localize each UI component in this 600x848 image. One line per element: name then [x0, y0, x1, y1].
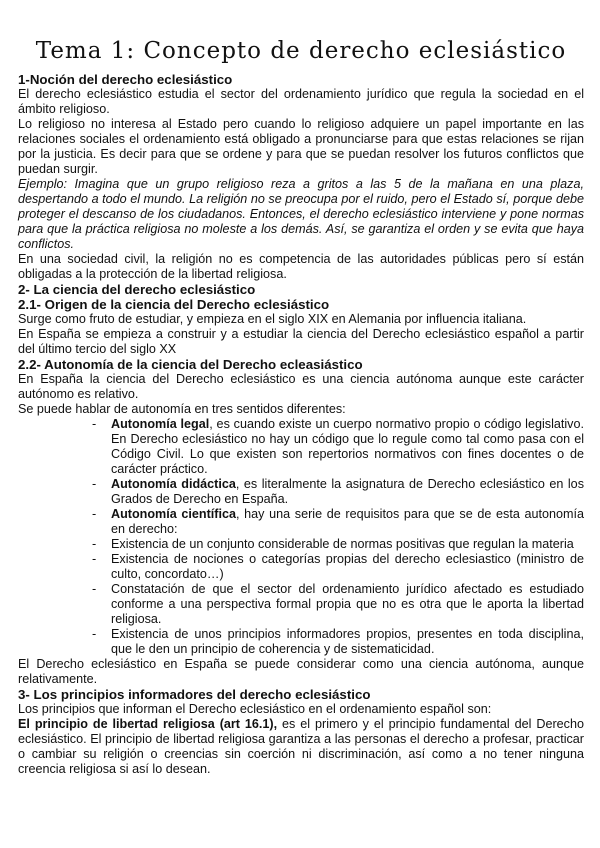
page-title: Tema 1: Concepto de derecho eclesiástico: [35, 38, 567, 64]
section-1-paragraph-2: Lo religioso no interesa al Estado pero cuando lo religioso adquiere un papel importante en las relaciones sociales el ordenamiento está obligado a pronunciarse para que estas relaciones se rijan por la justicia. Es decir para que se ordene y para que se puedan resolver los futuros conflictos que puedan surgir.: [18, 117, 584, 176]
list-item-text: , es cuando existe un cuerpo normativo propio o código legislativo. En Derecho eclesiástico no hay un código que lo regule como tal como pasa con el Código Civil. Lo que existen son repertorios normativos con fines docentes o de carácter práctico.: [111, 417, 584, 476]
principle-term: El principio de libertad religiosa (art 16.1),: [18, 717, 278, 731]
list-item: [111, 582, 584, 627]
section-2-2-heading: 2.2- Autonomía de la ciencia del Derecho ecleasiástico: [18, 357, 363, 372]
section-2-2-paragraph-2: Se puede hablar de autonomía en tres sentidos diferentes:: [18, 402, 346, 416]
list-item-term: Autonomía legal: [111, 417, 210, 431]
section-2-2-paragraph-1: En España la ciencia del Derecho eclesiástico es una ciencia autónoma aunque este carácter autónomo es relativo.: [18, 372, 584, 401]
list-item: [111, 552, 584, 582]
list-item: [111, 417, 584, 477]
section-3-paragraph-1: Los principios que informan el Derecho eclesiástico en el ordenamiento español son:: [18, 702, 492, 716]
list-item-term: Autonomía científica: [111, 507, 237, 521]
section-2-1-heading: 2.1- Origen de la ciencia del Derecho eclesiástico: [18, 297, 330, 312]
section-2-2-paragraph-3: El Derecho eclesiástico en España se puede considerar como una ciencia autónoma, aunque relativamente.: [18, 657, 584, 686]
list-item: [111, 477, 584, 507]
section-2-1-paragraph-1: Surge como fruto de estudiar, y empieza en el siglo XIX en Alemania por influencia italiana.: [18, 312, 527, 326]
principle-text: es el primero y el principio fundamental del Derecho eclesiástico. El principio de libertad religiosa garantiza a las personas el derecho a profesar, practicar o cambiar su religión o creencias sin coerción ni discriminación, así como a no tener ninguna creencia religiosa si así lo desean.: [18, 717, 584, 776]
section-1-heading: 1-Noción del derecho eclesiástico: [18, 72, 233, 87]
section-2-1-paragraph-2: En España se empieza a construir y a estudiar la ciencia del Derecho eclesiástico español a partir del último tercio del siglo XX: [18, 327, 584, 356]
list-item-text: Existencia de nociones o categorías propias del derecho eclesiastico (ministro de culto, concordato…): [111, 552, 584, 581]
list-item: [111, 507, 584, 537]
list-item-text: Constatación de que el sector del ordenamiento jurídico afectado es estudiado conforme a una perspectiva formal propia que no es otra que le aporta la libertad religiosa.: [111, 582, 584, 626]
section-2-heading: 2- La ciencia del derecho eclesiástico: [18, 282, 256, 297]
section-1-example: Ejemplo: Imagina que un grupo religioso reza a gritos a las 5 de la mañana en una plaza, despertando a todo el mundo. La religión no se preocupa por el ruido, pero el Estado sí, porque debe proteger el descanso de los ciudadanos. Entonces, el derecho eclesiástico interviene y pone normas para que la práctica religiosa no moleste a los demás. Así, se garantiza el orden y se evita que haya conflictos.: [18, 177, 584, 251]
list-item-text: , hay una serie de requisitos para que se de esta autonomía en derecho:: [111, 507, 585, 536]
list-item-text: Existencia de unos principios informadores propios, presentes en toda disciplina, que le den un principio de coherencia y de sistematicidad.: [111, 627, 584, 656]
section-3-heading: 3- Los principios informadores del derecho eclesiástico: [18, 687, 371, 702]
list-item-text: Existencia de un conjunto considerable de normas positivas que regulan la materia: [111, 537, 574, 551]
list-item: [111, 537, 584, 552]
autonomy-list: [18, 417, 584, 657]
section-1-paragraph-3: En una sociedad civil, la religión no es competencia de las autoridades públicas pero sí están obligadas a la protección de la libertad religiosa.: [18, 252, 584, 281]
list-item: [111, 627, 584, 657]
section-3-paragraph-2: [18, 717, 584, 777]
document-page: [18, 36, 584, 777]
section-1-paragraph-1: El derecho eclesiástico estudia el sector del ordenamiento jurídico que regula la sociedad en el ámbito religioso.: [18, 87, 584, 116]
list-item-text: , es literalmente la asignatura de Derecho eclesiástico en los Grados de Derecho en España.: [111, 477, 584, 506]
list-item-term: Autonomía didáctica: [111, 477, 236, 491]
